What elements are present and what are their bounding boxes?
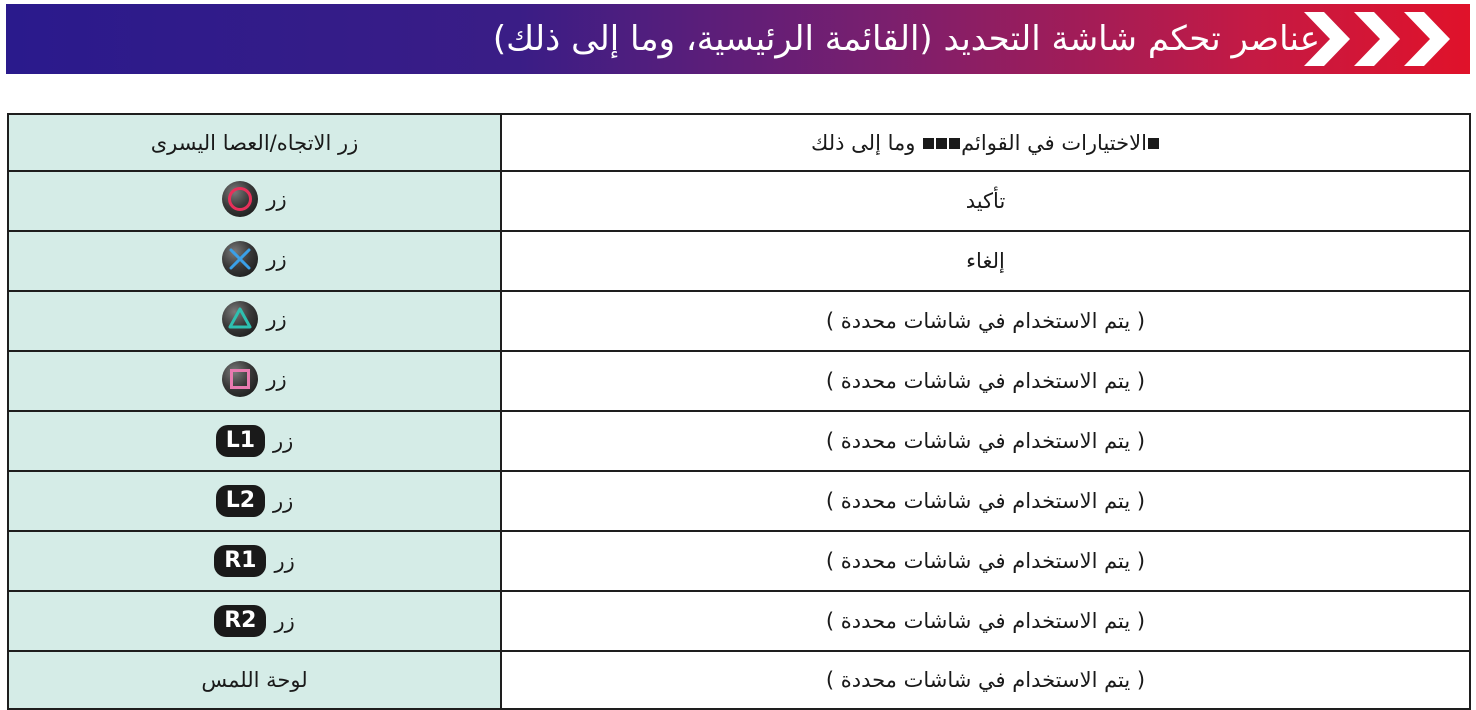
table-row <box>8 531 1470 591</box>
function-cell: ( يتم الاستخدام في شاشات محددة ) <box>501 351 1470 411</box>
button-word: زر <box>274 549 295 573</box>
title-banner <box>6 4 1470 74</box>
cross-button-icon <box>222 241 258 277</box>
button-word: زر <box>273 489 294 513</box>
button-column-header: زر الاتجاه/العصا اليسرى <box>8 114 501 171</box>
function-cell: تأكيد <box>501 171 1470 231</box>
circle-button-icon <box>222 181 258 217</box>
table-row <box>8 411 1470 471</box>
function-cell: ( يتم الاستخدام في شاشات محددة ) <box>501 411 1470 471</box>
button-cell <box>8 351 501 411</box>
button-cell <box>8 291 501 351</box>
function-header-suffix: وما إلى ذلك <box>811 130 916 155</box>
table-row <box>8 351 1470 411</box>
button-word: زر <box>273 429 294 453</box>
triangle-button-icon <box>222 301 258 337</box>
button-word: زر <box>266 306 287 331</box>
function-cell: ( يتم الاستخدام في شاشات محددة ) <box>501 471 1470 531</box>
function-cell: ( يتم الاستخدام في شاشات محددة ) <box>501 291 1470 351</box>
bullet-icon <box>1148 138 1159 149</box>
ellipsis-icon <box>922 131 961 155</box>
table-row <box>8 591 1470 651</box>
function-cell: إلغاء <box>501 231 1470 291</box>
l1-button-icon: L1 <box>216 425 265 457</box>
button-cell <box>8 171 501 231</box>
button-word: زر <box>266 186 287 211</box>
table-row <box>8 171 1470 231</box>
button-cell <box>8 531 501 591</box>
button-cell <box>8 591 501 651</box>
button-cell <box>8 471 501 531</box>
touchpad-cell: لوحة اللمس <box>8 651 501 709</box>
table-row <box>8 291 1470 351</box>
r2-button-icon: R2 <box>214 605 266 637</box>
function-cell: ( يتم الاستخدام في شاشات محددة ) <box>501 591 1470 651</box>
function-cell: ( يتم الاستخدام في شاشات محددة ) <box>501 651 1470 709</box>
button-word: زر <box>266 366 287 391</box>
button-cell <box>8 231 501 291</box>
page-title: عناصر تحكم شاشة التحديد (القائمة الرئيسية، وما إلى ذلك) <box>492 19 1320 59</box>
table-header-row <box>8 114 1470 171</box>
table-row <box>8 471 1470 531</box>
button-word: زر <box>274 609 295 633</box>
table-row <box>8 231 1470 291</box>
r1-button-icon: R1 <box>214 545 266 577</box>
button-cell <box>8 411 501 471</box>
function-cell: ( يتم الاستخدام في شاشات محددة ) <box>501 531 1470 591</box>
l2-button-icon: L2 <box>216 485 265 517</box>
table-row <box>8 651 1470 709</box>
function-column-header <box>501 114 1470 171</box>
button-word: زر <box>266 246 287 271</box>
function-header-text: الاختيارات في القوائم <box>961 130 1147 155</box>
controls-table <box>7 113 1471 710</box>
square-button-icon <box>222 361 258 397</box>
